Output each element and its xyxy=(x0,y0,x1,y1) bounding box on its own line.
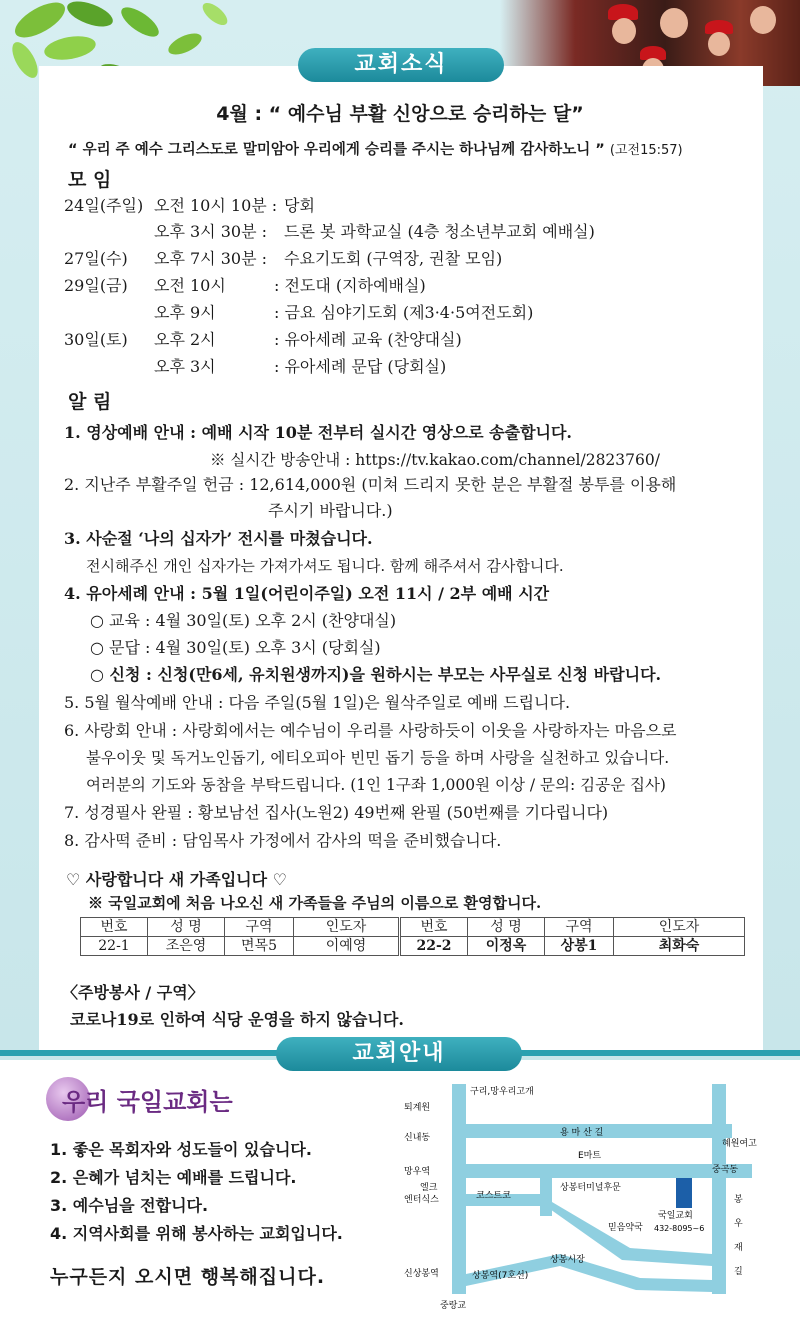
map-label-sangbong: 신상봉역 xyxy=(404,1269,439,1279)
map-label-church: 국일교회 xyxy=(658,1211,693,1221)
meeting-desc: 당회 xyxy=(284,196,315,215)
notice-6-cont: 불우이웃 및 독거노인돕기, 에티오피아 빈민 돕기 등을 하며 사랑을 실천하고 있습니다. xyxy=(86,749,670,767)
church-point: 4. 지역사회를 위해 봉사하는 교회입니다. xyxy=(50,1224,343,1243)
notice-3: 3. 사순절 ‘나의 십자가’ 전시를 마쳤습니다. xyxy=(64,529,373,548)
table-cell: 조은영 xyxy=(148,937,225,956)
map-label-sb7: 상봉역(7호선) xyxy=(472,1271,529,1281)
map-label-top: 구리,망우리고개 xyxy=(470,1087,534,1097)
newfamily-subtitle: ※ 국일교회에 처음 나오신 새 가족들을 주님의 이름으로 환영합니다. xyxy=(88,894,542,912)
meeting-day: 29일(금) xyxy=(64,276,128,295)
map-label-market: 상봉시장 xyxy=(550,1255,585,1265)
map-label-emart: E마트 xyxy=(578,1151,602,1161)
meeting-time: 오후 3시 30분 : xyxy=(154,222,268,241)
table-header: 성 명 xyxy=(468,918,545,937)
church-slogan: 누구든지 오시면 행복해집니다. xyxy=(50,1266,326,1288)
table-header: 구역 xyxy=(225,918,294,937)
meeting-desc: : 유아세례 교육 (찬양대실) xyxy=(274,330,462,349)
meeting-desc: : 유아세례 문답 (당회실) xyxy=(274,357,447,376)
meeting-desc: : 전도대 (지하예배실) xyxy=(274,276,426,295)
notice-1-link: ※ 실시간 방송안내 : https://tv.kakao.com/channel/2823760/ xyxy=(210,451,660,469)
kitchen-heading: 〈주방봉사 / 구역〉 xyxy=(62,983,204,1002)
notices-heading: 알 림 xyxy=(68,391,112,413)
map-label-jungnang: 중랑교 xyxy=(440,1301,467,1311)
news-section-title: 교회소식 xyxy=(298,48,504,82)
notice-7: 7. 성경필사 완필 : 황보남선 집사(노원2) 49번째 완필 (50번째를 기다립니다) xyxy=(64,803,609,822)
newfamily-heading: ♡ 사랑합니다 새 가족입니다 ♡ xyxy=(66,870,287,889)
map-label-sinnae: 신내동 xyxy=(404,1133,431,1143)
meeting-desc: : 금요 심야기도회 (제3·4·5여전도회) xyxy=(274,303,534,322)
kitchen-text: 코로나19로 인하여 식당 운영을 하지 않습니다. xyxy=(70,1010,404,1029)
church-point: 2. 은혜가 넘치는 예배를 드립니다. xyxy=(50,1168,297,1187)
church-point: 1. 좋은 목회자와 성도들이 있습니다. xyxy=(50,1140,312,1159)
map-label-mangu: 망우역 xyxy=(404,1167,431,1177)
map-label-mukgye: 퇴계원 xyxy=(404,1103,431,1113)
meeting-time: 오후 3시 xyxy=(154,357,216,376)
map-label-junggok: 중곡동 xyxy=(712,1165,739,1175)
notice-4-apply: ○ 신청 : 신청(만6세, 유치원생까지)을 원하시는 부모는 사무실로 신청 바랍니다. xyxy=(90,665,662,684)
map-label-bong: 재 xyxy=(734,1243,743,1253)
meeting-time: 오전 10시 10분 : xyxy=(154,196,278,215)
verse-reference: (고전15:57) xyxy=(609,143,683,158)
notice-6: 6. 사랑회 안내 : 사랑회에서는 예수님이 우리를 사랑하듯이 이웃을 사랑하자는 마음으로 xyxy=(64,721,677,740)
table-header: 인도자 xyxy=(614,918,745,937)
map-label-costco: 코스트코 xyxy=(476,1191,511,1201)
notice-2-cont: 주시기 바랍니다.) xyxy=(268,501,393,520)
notice-1: 1. 영상예배 안내 : 예배 시작 10분 전부터 실시간 영상으로 송출합니다. xyxy=(64,423,573,442)
map-label-bong: 우 xyxy=(734,1219,743,1229)
meeting-time: 오후 9시 xyxy=(154,303,216,322)
meeting-time: 오전 10시 xyxy=(154,276,226,295)
notice-4-edu: ○ 교육 : 4월 30일(토) 오후 2시 (찬양대실) xyxy=(90,611,397,630)
theme-verse: “ 우리 주 예수 그리스도로 말미암아 우리에게 승리를 주시는 하나님께 감사하노니 ” xyxy=(68,142,605,158)
notice-6-cont2: 여러분의 기도와 동참을 부탁드립니다. (1인 1구좌 1,000원 이상 / 문의: 김공운 집사) xyxy=(86,776,666,794)
meeting-day: 24일(주일) xyxy=(64,196,144,215)
map-label-bong: 봉 xyxy=(734,1195,743,1205)
table-header: 성 명 xyxy=(148,918,225,937)
meeting-desc: 수요기도회 (구역장, 권찰 모임) xyxy=(284,249,503,268)
meeting-day: 27일(수) xyxy=(64,249,128,268)
table-cell: 면목5 xyxy=(225,937,294,956)
table-header-row xyxy=(81,918,745,937)
church-building-icon xyxy=(676,1178,692,1208)
month-theme: 4월 : “ 예수님 부활 신앙으로 승리하는 달” xyxy=(216,103,584,125)
table-row xyxy=(81,937,745,956)
map-label-road: 용 마 산 길 xyxy=(560,1128,604,1138)
meeting-time: 오후 7시 30분 : xyxy=(154,249,268,268)
table-cell: 22-2 xyxy=(400,937,468,956)
location-map xyxy=(400,1078,780,1316)
notice-8: 8. 감사떡 준비 : 담임목사 가정에서 감사의 떡을 준비했습니다. xyxy=(64,831,502,850)
map-label-phone: 432-8095~6 xyxy=(654,1224,705,1233)
table-header: 번호 xyxy=(81,918,148,937)
map-label-elk: 엘크 xyxy=(420,1183,438,1193)
meetings-heading: 모 임 xyxy=(68,169,112,191)
newfamily-table xyxy=(80,917,745,956)
table-cell: 최화숙 xyxy=(614,937,745,956)
guide-section-title: 교회안내 xyxy=(276,1037,522,1071)
map-label-entex: 엔터식스 xyxy=(404,1195,439,1205)
table-header: 인도자 xyxy=(294,918,400,937)
map-label-bong: 길 xyxy=(734,1267,743,1277)
table-cell: 상봉1 xyxy=(545,937,614,956)
meeting-desc: 드론 봇 과학교실 (4층 청소년부교회 예배실) xyxy=(284,222,595,241)
map-label-pharmacy: 믿음약국 xyxy=(608,1223,643,1233)
church-point: 3. 예수님을 전합니다. xyxy=(50,1196,209,1215)
notice-2: 2. 지난주 부활주일 헌금 : 12,614,000원 (미쳐 드리지 못한 분은 부활절 봉투를 이용해 xyxy=(64,475,677,494)
meeting-time: 오후 2시 xyxy=(154,330,216,349)
church-title: 우리 국일교회는 xyxy=(62,1088,233,1116)
notice-3-cont: 전시해주신 개인 십자가는 가져가셔도 됩니다. 함께 해주셔서 감사합니다. xyxy=(86,557,564,575)
notice-5: 5. 5월 월삭예배 안내 : 다음 주일(5월 1일)은 월삭주일로 예배 드립니다. xyxy=(64,693,571,712)
table-cell: 이정옥 xyxy=(468,937,545,956)
map-label-terminal: 상봉터미널후문 xyxy=(560,1183,621,1193)
meeting-day: 30일(토) xyxy=(64,330,128,349)
map-label-hyewon: 혜원여고 xyxy=(722,1139,757,1149)
notice-4: 4. 유아세례 안내 : 5월 1일(어린이주일) 오전 11시 / 2부 예배 시간 xyxy=(64,584,550,603)
table-cell: 22-1 xyxy=(81,937,148,956)
table-header: 번호 xyxy=(400,918,468,937)
table-cell: 이예영 xyxy=(294,937,400,956)
table-header: 구역 xyxy=(545,918,614,937)
notice-4-exam: ○ 문답 : 4월 30일(토) 오후 3시 (당회실) xyxy=(90,638,381,657)
